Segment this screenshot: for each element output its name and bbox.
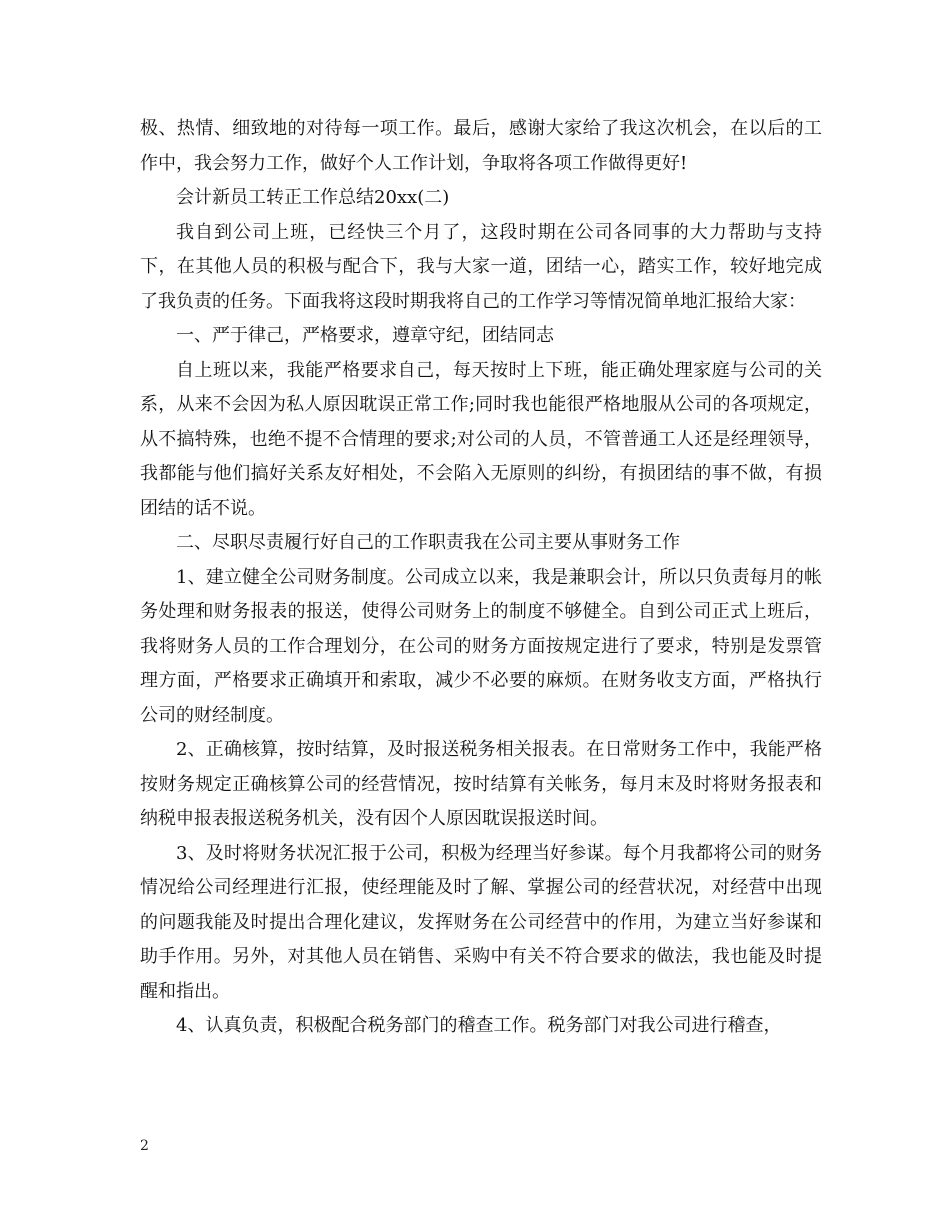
paragraph-item-2: 2、正确核算，按时结算，及时报送税务相关报表。在日常财务工作中，我能严格按财务规定正确核算公司的经营情况，按时结算有关帐务，每月末及时将财务报表和纳税申报表报送税务机关，没有因个人原因耽误报送时间。 <box>140 739 822 829</box>
paragraph-discipline: 自上班以来，我能严格要求自己，每天按时上下班，能正确处理家庭与公司的关系，从来不会因为私人原因耽误正常工作;同时我也能很严格地服从公司的各项规定，从不搞特殊，也绝不提不合情理的要求;对公司的人员，不管普通工人还是经理领导，我都能与他们搞好关系友好相处，不会陷入无原则的纠纷，有损团结的事不做，有损团结的话不说。 <box>140 359 822 519</box>
page-number: 2 <box>140 1138 149 1154</box>
paragraph-intro: 我自到公司上班，已经快三个月了，这段时期在公司各同事的大力帮助与支持下，在其他人员的积极与配合下，我与大家一道，团结一心，踏实工作，较好地完成了我负责的任务。下面我将这段时期我将自己的工作学习等情况简单地汇报给大家： <box>140 221 822 312</box>
paragraph-item-3: 3、及时将财务状况汇报于公司，积极为经理当好参谋。每个月我都将公司的财务情况给公司经理进行汇报，使经理能及时了解、掌握公司的经营状况，对经营中出现的问题我能及时提出合理化建议，发挥财务在公司经营中的作用，为建立当好参谋和助手作用。另外，对其他人员在销售、采购中有关不符合要求的做法，我也能及时提醒和指出。 <box>140 842 822 1002</box>
section-title: 会计新员工转正工作总结20xx(二) <box>176 187 450 208</box>
paragraph-item-1: 1、建立健全公司财务制度。公司成立以来，我是兼职会计，所以只负责每月的帐务处理和财务报表的报送，使得公司财务上的制度不够健全。自到公司正式上班后，我将财务人员的工作合理划分，在公司的财务方面按规定进行了要求，特别是发票管理方面，严格要求正确填开和索取，减少不必要的麻烦。在财务收支方面，严格执行公司的财经制度。 <box>140 566 822 726</box>
document-body <box>140 112 822 1044</box>
paragraph-closing-remarks: 极、热情、细致地的对待每一项工作。最后，感谢大家给了我这次机会，在以后的工作中，我会努力工作，做好个人工作计划，争取将各项工作做得更好! <box>140 118 822 174</box>
paragraph-item-4: 4、认真负责，积极配合税务部门的稽查工作。税务部门对我公司进行稽查， <box>176 1015 782 1036</box>
heading-duties: 二、尽职尽责履行好自己的工作职责我在公司主要从事财务工作 <box>176 532 680 553</box>
heading-discipline: 一、严于律己，严格要求，遵章守纪，团结同志 <box>176 325 554 346</box>
